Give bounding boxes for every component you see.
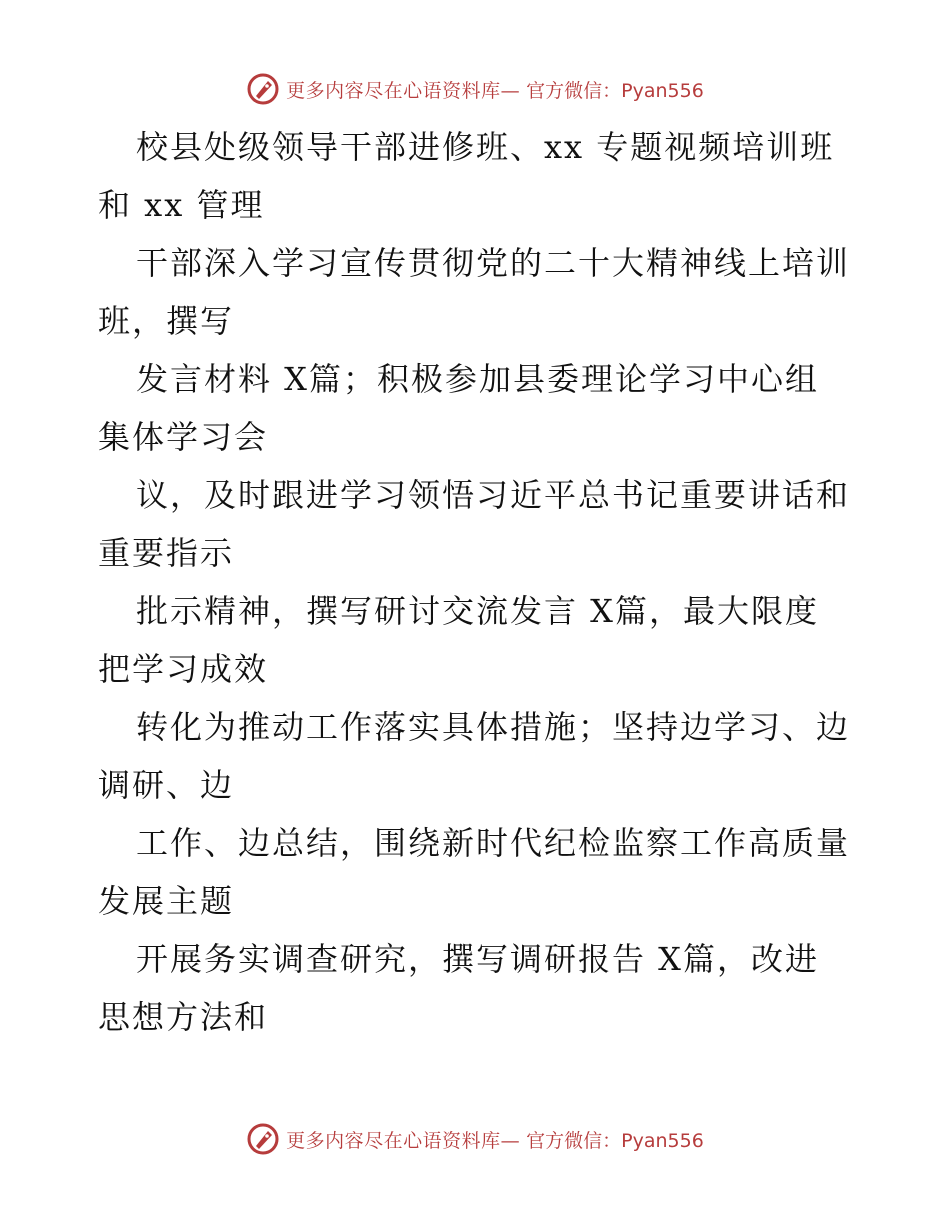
pen-nib-circle-icon — [246, 1122, 280, 1156]
body-line: 把学习成效 — [98, 650, 269, 688]
body-line: 班，撰写 — [98, 302, 235, 340]
body-line: 发言材料 X篇；积极参加县委理论学习中心组 — [136, 360, 819, 398]
body-line: 集体学习会 — [98, 418, 269, 456]
pen-nib-circle-icon — [246, 72, 280, 106]
body-line: 批示精神，撰写研讨交流发言 X篇，最大限度 — [136, 592, 819, 630]
body-line: 工作、边总结，围绕新时代纪检监察工作高质量 — [136, 824, 851, 862]
body-line: 调研、边 — [98, 766, 235, 804]
header-brand-text: 更多内容尽在心语资料库— — [286, 79, 521, 102]
body-line: 校县处级领导干部进修班、xx 专题视频培训班 — [136, 128, 835, 166]
body-line: 议，及时跟进学习领悟习近平总书记重要讲话和 — [136, 476, 851, 514]
body-line: 和 xx 管理 — [98, 186, 265, 224]
body-line: 发展主题 — [98, 882, 235, 920]
header-wechat-text: 官方微信：Pyan556 — [526, 79, 704, 102]
footer-banner — [0, 1122, 950, 1156]
body-line: 转化为推动工作落实具体措施；坚持边学习、边 — [136, 708, 851, 746]
footer-brand-text: 更多内容尽在心语资料库— — [286, 1129, 521, 1152]
body-line: 思想方法和 — [98, 998, 269, 1036]
footer-wechat-text: 官方微信：Pyan556 — [526, 1129, 704, 1152]
body-line: 重要指示 — [98, 534, 235, 572]
body-line: 开展务实调查研究，撰写调研报告 X篇，改进 — [136, 940, 819, 978]
body-line: 干部深入学习宣传贯彻党的二十大精神线上培训 — [136, 244, 851, 282]
document-body — [98, 118, 868, 1046]
header-banner — [0, 72, 950, 106]
